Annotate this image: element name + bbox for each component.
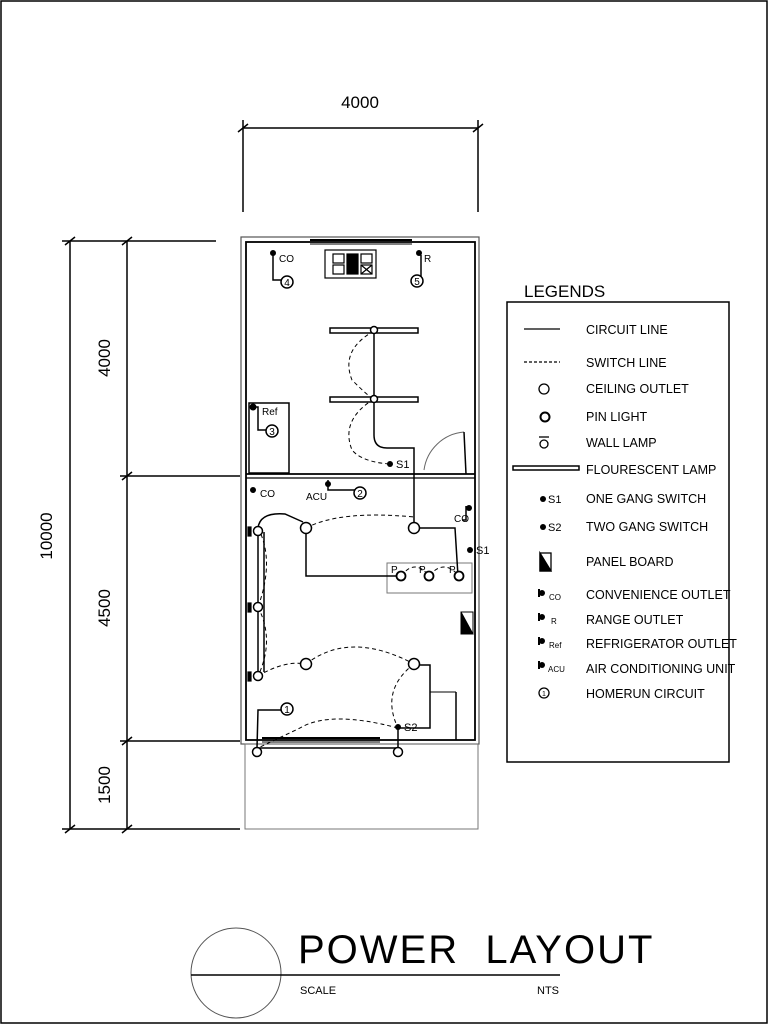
- s1-living-tag: S1: [476, 545, 490, 557]
- legend-label-homerun-circuit: HOMERUN CIRCUIT: [586, 687, 705, 701]
- legend-title: LEGENDS: [524, 282, 606, 301]
- co-right-tag: CO: [454, 514, 469, 525]
- range-stove: [325, 250, 376, 278]
- range-outlet-tag: R: [424, 254, 432, 265]
- legend-tag-co: CO: [549, 593, 561, 602]
- legend-tag-ref: Ref: [549, 641, 562, 650]
- legend-tag-s2: S2: [548, 522, 562, 534]
- acu-tag: ACU: [306, 492, 328, 503]
- panel-board: [461, 612, 473, 634]
- overall-height-label: 10000: [37, 512, 56, 560]
- legend-symbols: [513, 329, 579, 698]
- s1-kitchen-tag: S1: [396, 459, 410, 471]
- switch-lines: [258, 331, 459, 748]
- homerun-5-tag: 5: [414, 277, 420, 288]
- co-kitchen-tag: CO: [279, 254, 294, 265]
- top-dimension: [238, 120, 483, 212]
- homerun-4-tag: 4: [284, 278, 290, 289]
- sheet-border: [1, 1, 767, 1023]
- floor-plan-walls: [241, 237, 479, 829]
- s2-living-tag: S2: [404, 722, 418, 734]
- refrigerator-tag: Ref: [262, 407, 278, 418]
- scale-value: NTS: [537, 985, 559, 997]
- homerun-3-tag: 3: [269, 427, 275, 438]
- legend-dots: [538, 496, 546, 669]
- pin-light-tag-3: P: [449, 565, 456, 576]
- legend-label-refrigerator-outlet: REFRIGERATOR OUTLET: [586, 637, 737, 651]
- legend-label-range-outlet: RANGE OUTLET: [586, 613, 684, 627]
- legend-tag-homerun: 1: [542, 691, 546, 698]
- legend-label-one-gang-switch: ONE GANG SWITCH: [586, 492, 707, 506]
- homerun-1-tag: 1: [284, 705, 290, 716]
- legend-label-wall-lamp: WALL LAMP: [586, 436, 657, 450]
- scale-label: SCALE: [300, 985, 337, 997]
- wall-lamps: [248, 527, 251, 681]
- pin-light-tag-2: P: [419, 565, 426, 576]
- legend-tag-s1: S1: [548, 494, 562, 506]
- segment-bottom-label: 1500: [95, 766, 114, 804]
- legend-label-convenience-outlet: CONVENIENCE OUTLET: [586, 588, 731, 602]
- legend-label-circuit-line: CIRCUIT LINE: [586, 323, 668, 337]
- legend-tag-acu: ACU: [548, 665, 565, 674]
- legend-label-switch-line: SWITCH LINE: [586, 356, 667, 370]
- legend-tag-r: R: [551, 617, 557, 626]
- pin-light-tag-1: P: [391, 565, 398, 576]
- co-living-tag: CO: [260, 489, 275, 500]
- legend-label-ceiling-outlet: CEILING OUTLET: [586, 382, 689, 396]
- top-dimension-label: 4000: [341, 93, 379, 112]
- left-dimensions: [62, 237, 240, 833]
- homerun-symbols: [266, 275, 423, 715]
- legend-label-air-conditioning-unit: AIR CONDITIONING UNIT: [586, 662, 736, 676]
- segment-top-label: 4000: [95, 339, 114, 377]
- ceiling-outlets: [253, 523, 420, 757]
- legend-label-flourescent-lamp: FLOURESCENT LAMP: [586, 463, 717, 477]
- drawing-title: POWER LAYOUT: [298, 928, 655, 972]
- segment-middle-label: 4500: [95, 589, 114, 627]
- homerun-2-tag: 2: [357, 489, 363, 500]
- legend-label-two-gang-switch: TWO GANG SWITCH: [586, 520, 709, 534]
- legend-label-pin-light: PIN LIGHT: [586, 410, 648, 424]
- legend-label-panel-board: PANEL BOARD: [586, 555, 674, 569]
- outlet-dots: [250, 250, 473, 511]
